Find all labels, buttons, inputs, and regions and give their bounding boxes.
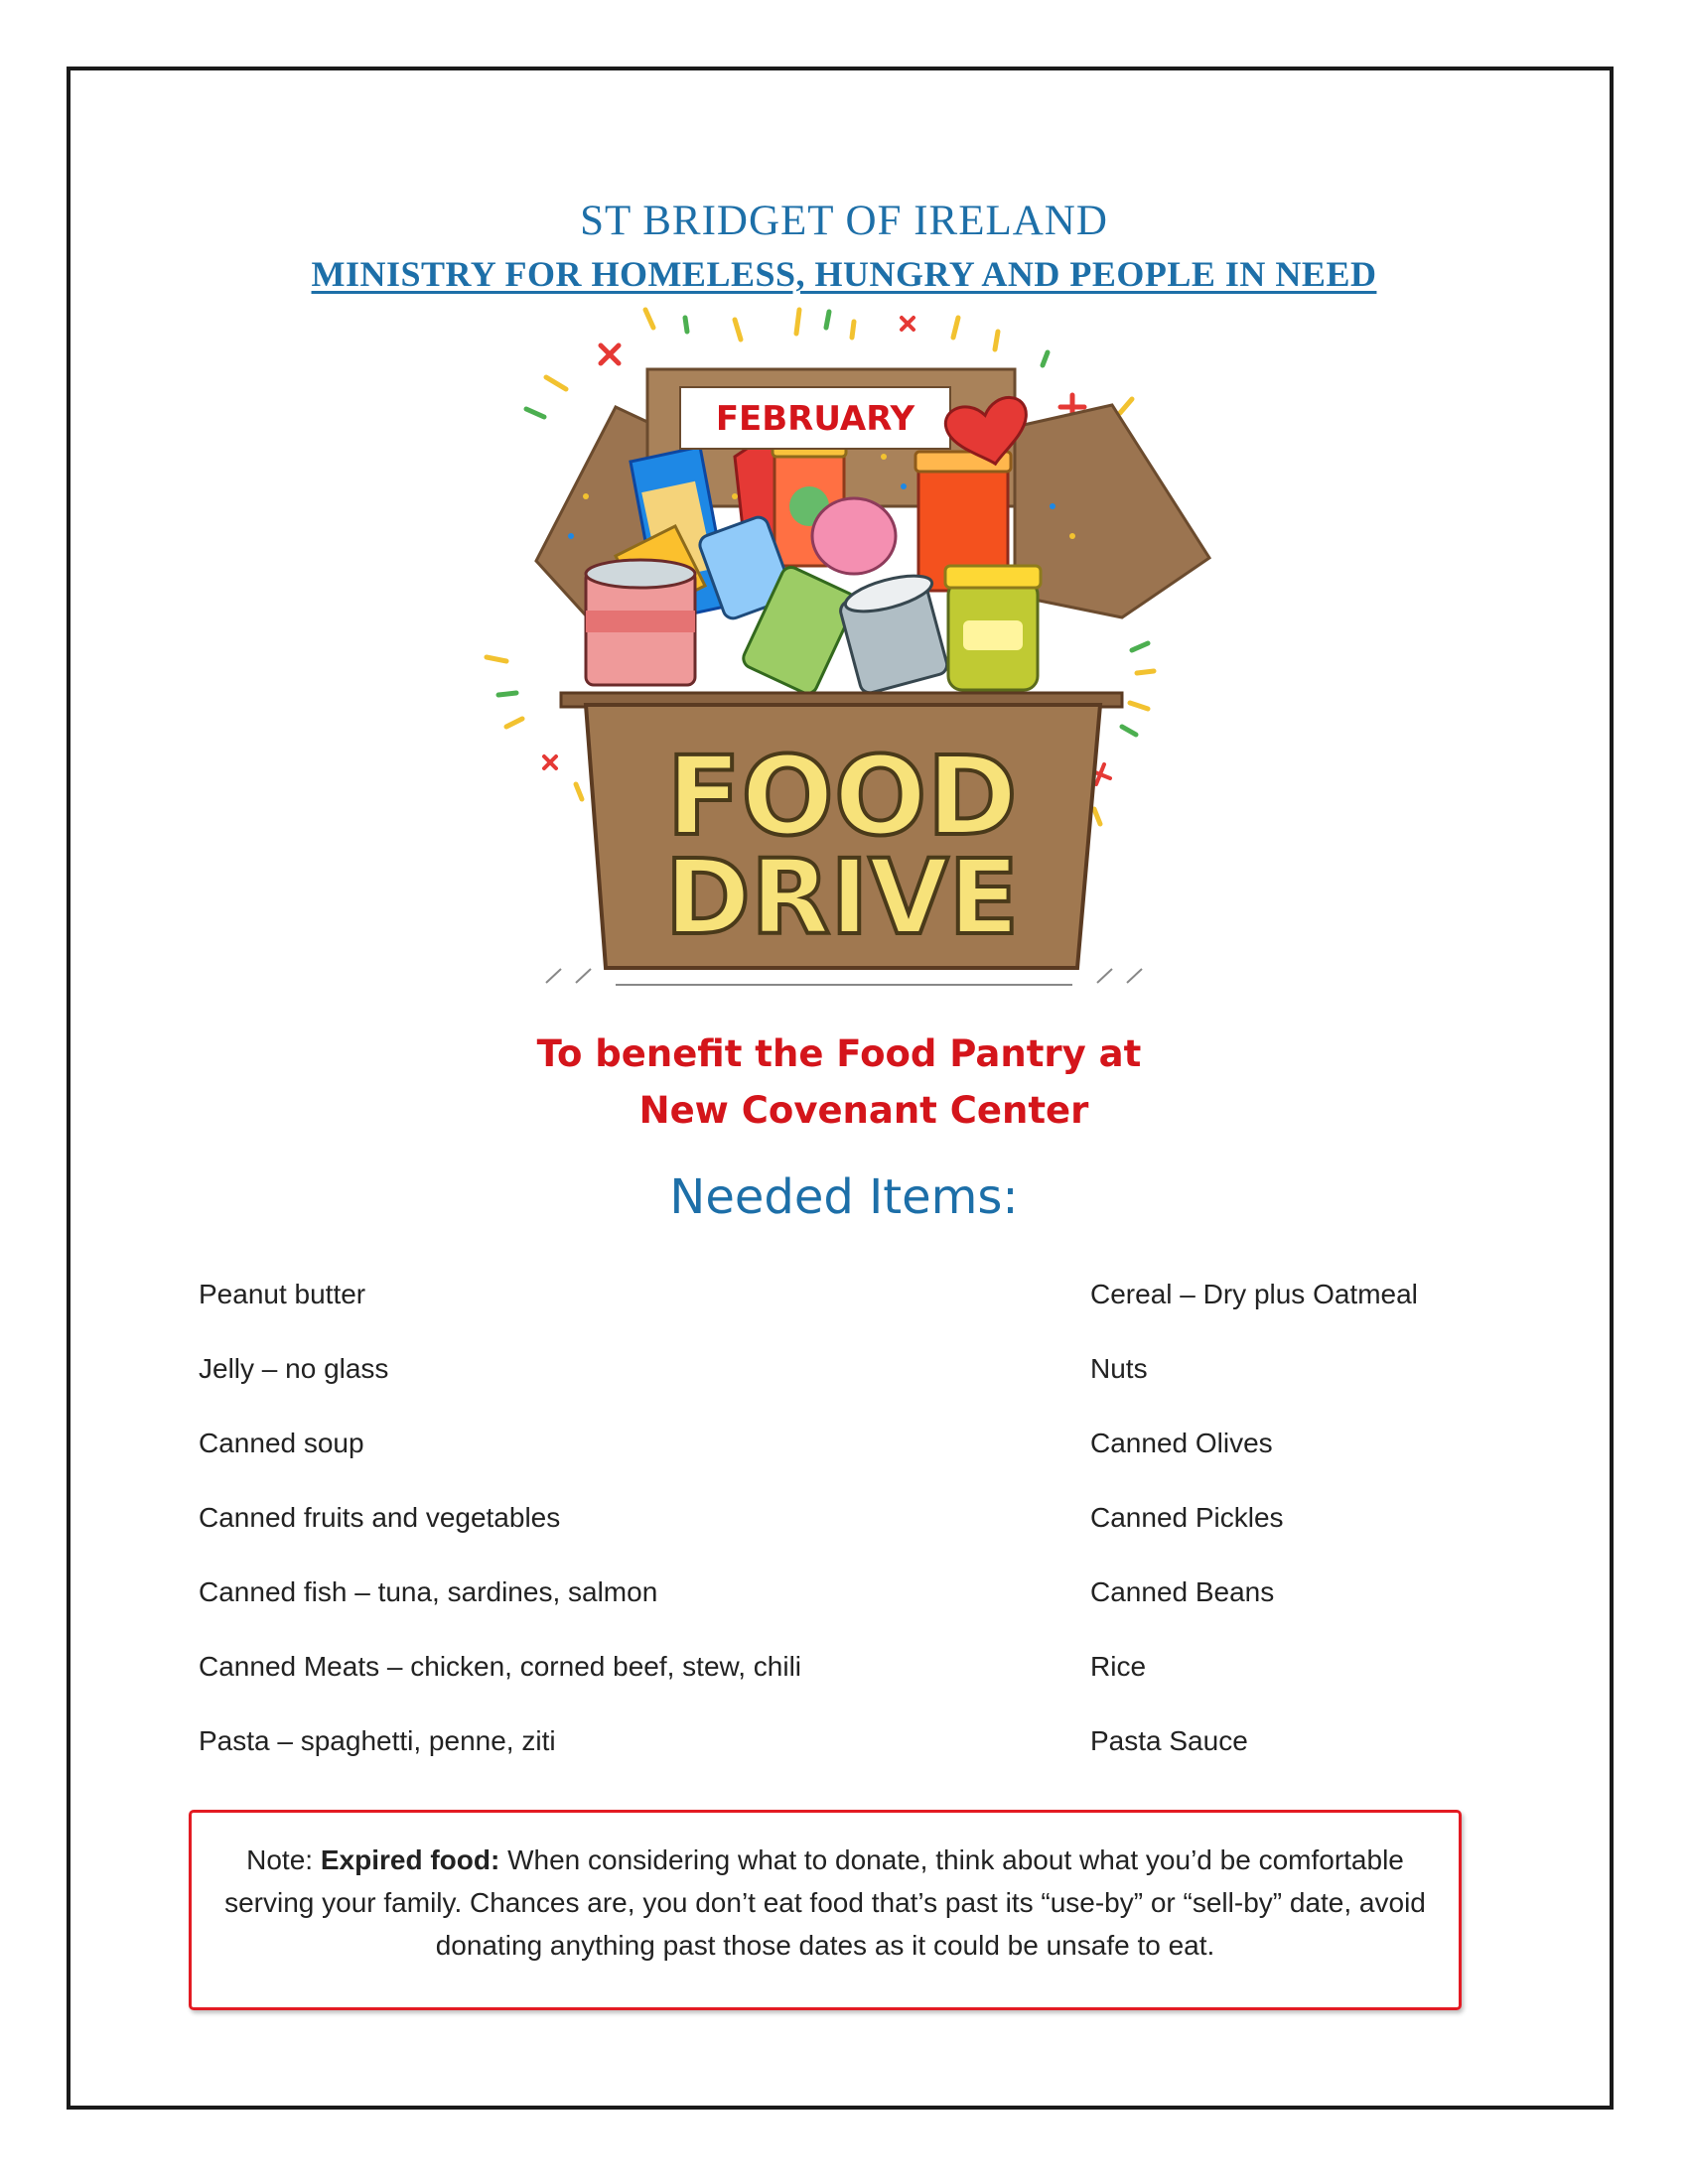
month-label: FEBRUARY — [715, 399, 915, 439]
list-item: Canned fruits and vegetables — [199, 1502, 561, 1533]
ministry-title: MINISTRY FOR HOMELESS, HUNGRY AND PEOPLE IN NEED — [311, 254, 1377, 294]
note-body: When considering what to donate, think about what you’d be comfortable serving your family. Chances are, you don’t eat food that’s past its “use-by” or “sell-by” date, avoid donating anything past those dates as it could be unsafe to eat. — [224, 1843, 1426, 1961]
list-item: Peanut butter — [199, 1279, 366, 1309]
list-item: Canned Pickles — [1090, 1502, 1284, 1533]
box-text-drive: DRIVE — [664, 837, 1020, 958]
org-name: ST BRIDGET OF IRELAND — [580, 198, 1108, 244]
food-drive-illustration — [437, 298, 1251, 993]
list-item: Pasta – spaghetti, penne, ziti — [199, 1725, 556, 1756]
list-item: Canned fish – tuna, sardines, salmon — [199, 1576, 658, 1607]
list-item: Jelly – no glass — [199, 1353, 389, 1384]
needed-items-title: Needed Items: — [669, 1169, 1019, 1225]
list-item: Rice — [1090, 1651, 1147, 1682]
list-item: Canned soup — [199, 1428, 364, 1458]
expired-food-note — [189, 1810, 1462, 2010]
benefit-line-1: To benefit the Food Pantry at — [536, 1032, 1142, 1075]
note-text — [192, 1839, 1459, 1967]
box-text-food: FOOD — [666, 733, 1018, 860]
list-item: Cereal – Dry plus Oatmeal — [1090, 1279, 1418, 1309]
list-item: Nuts — [1090, 1353, 1148, 1384]
benefit-line-2: New Covenant Center — [638, 1089, 1089, 1132]
note-heading: Expired food: — [320, 1843, 500, 1875]
list-item: Canned Olives — [1090, 1428, 1273, 1458]
ground-hatching — [546, 969, 1142, 985]
needed-items-right — [1090, 1279, 1418, 1800]
list-item: Canned Beans — [1090, 1576, 1275, 1607]
list-item: Pasta Sauce — [1090, 1725, 1248, 1756]
note-label: Note: — [246, 1843, 321, 1875]
list-item: Canned Meats – chicken, corned beef, stew, chili — [199, 1651, 802, 1682]
needed-items-left — [199, 1279, 801, 1800]
